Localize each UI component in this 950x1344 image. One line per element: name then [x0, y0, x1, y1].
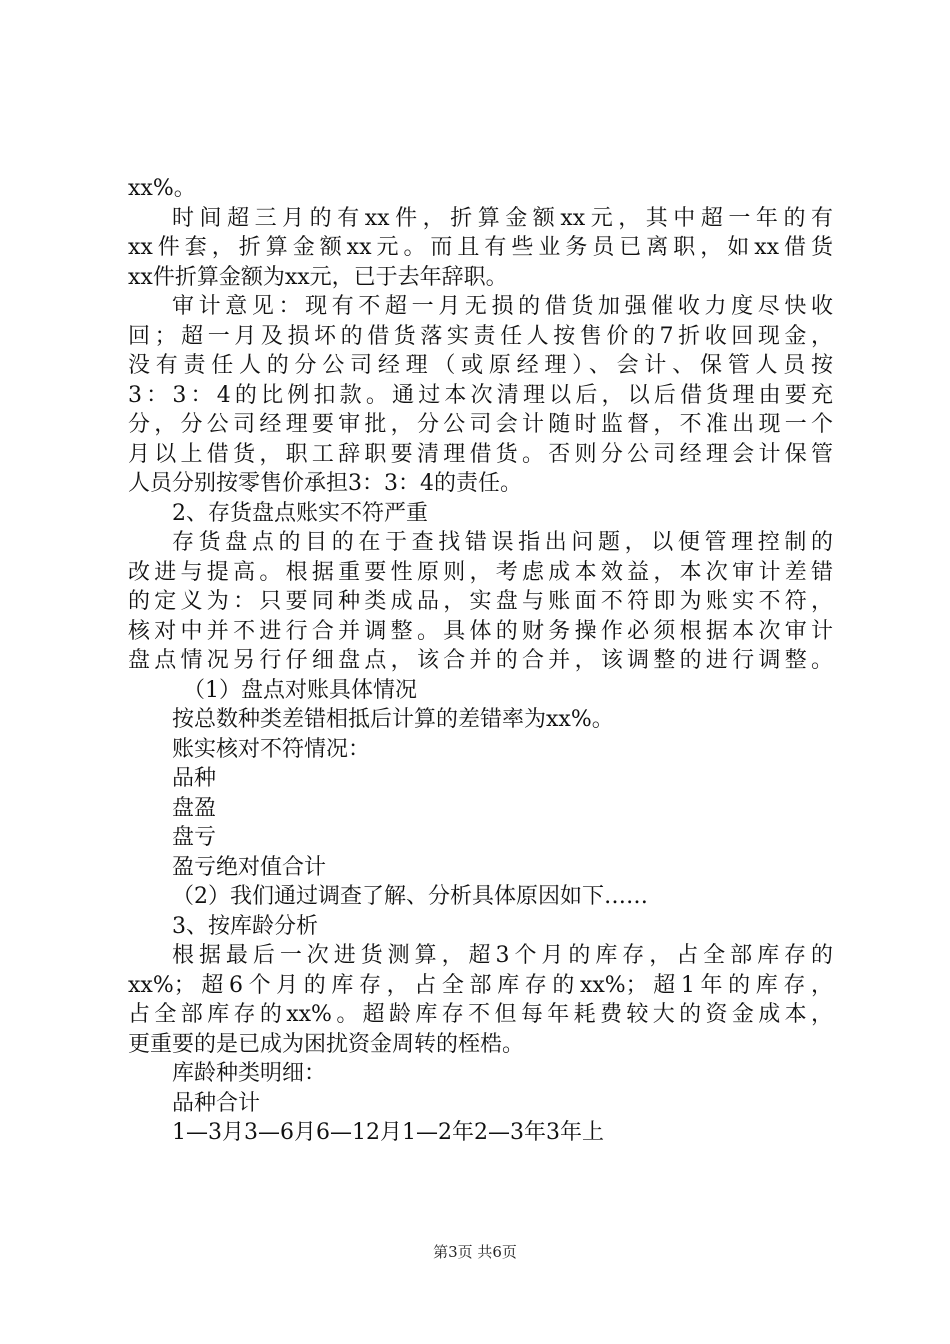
text-line: 回；超一月及损坏的借货落实责任人按售价的7折收回现金， [128, 323, 833, 349]
text-line: 占全部库存的xx%。超龄库存不但每年耗费较大的资金成本， [128, 1002, 833, 1027]
text-line: 分，分公司经理要审批，分公司会计随时监督，不准出现一个 [128, 412, 833, 437]
subsection-heading: （1）盘点对账具体情况 [183, 677, 417, 703]
text-line: 存货盘点的目的在于查找错误指出问题，以便管理控制的 [172, 530, 833, 555]
text-line: 核对中并不进行合并调整。具体的财务操作必须根据本次审计 [128, 618, 833, 644]
text-line: 库龄种类明细： [172, 1061, 327, 1086]
text-line: 时间超三月的有xx件，折算金额xx元，其中超一年的有 [172, 205, 833, 231]
text-line: xx%；超6个月的库存，占全部库存的xx%；超1年的库存， [128, 972, 833, 998]
text-line: 品种合计 [172, 1090, 261, 1116]
text-line: 3：3：4的比例扣款。通过本次清理以后，以后借货理由要充 [128, 382, 833, 408]
page-footer [0, 1242, 950, 1262]
section-heading: 2、存货盘点账实不符严重 [172, 500, 428, 526]
text-line: 月以上借货，职工辞职要清理借货。否则分公司经理会计保管 [128, 441, 833, 467]
text-line: 按总数种类差错相抵后计算的差错率为xx%。 [172, 707, 614, 732]
text-line: 1—3月3—6月6—12月1—2年2—3年3年上 [172, 1120, 604, 1145]
text-line: 盘点情况另行仔细盘点，该合并的合并，该调整的进行调整。 [128, 648, 833, 673]
text-line: 账实核对不符情况： [172, 736, 371, 762]
text-line: 的定义为：只要同种类成品，实盘与账面不符即为账实不符， [128, 589, 833, 614]
text-line: 改进与提高。根据重要性原则，考虑成本效益，本次审计差错 [128, 559, 833, 585]
subsection-heading: （2）我们通过调查了解、分析具体原因如下…… [172, 884, 648, 909]
text-line: 盘盈 [172, 795, 217, 821]
text-line: 根据最后一次进货测算，超3个月的库存，占全部库存的 [172, 943, 833, 968]
text-line: xx件套，折算金额xx元。而且有些业务员已离职，如xx借货 [128, 235, 833, 260]
text-line: 盈亏绝对值合计 [172, 854, 327, 880]
text-line: 品种 [172, 766, 217, 791]
text-line: xx%。 [128, 176, 196, 201]
text-line: 审计意见：现有不超一月无损的借货加强催收力度尽快收 [172, 294, 833, 319]
text-line: xx件折算金额为xx元，已于去年辞职。 [128, 264, 508, 290]
text-line: 盘亏 [172, 825, 217, 850]
text-line: 没有责任人的分公司经理（或原经理）、会计、保管人员按 [128, 353, 833, 378]
page-indicator: 第3页 共6页 [433, 1243, 517, 1261]
text-line: 更重要的是已成为困扰资金周转的桎梏。 [128, 1031, 525, 1057]
text-line: 人员分别按零售价承担3：3：4的责任。 [128, 471, 522, 496]
document-body [128, 174, 833, 1148]
section-heading: 3、按库龄分析 [172, 913, 318, 939]
